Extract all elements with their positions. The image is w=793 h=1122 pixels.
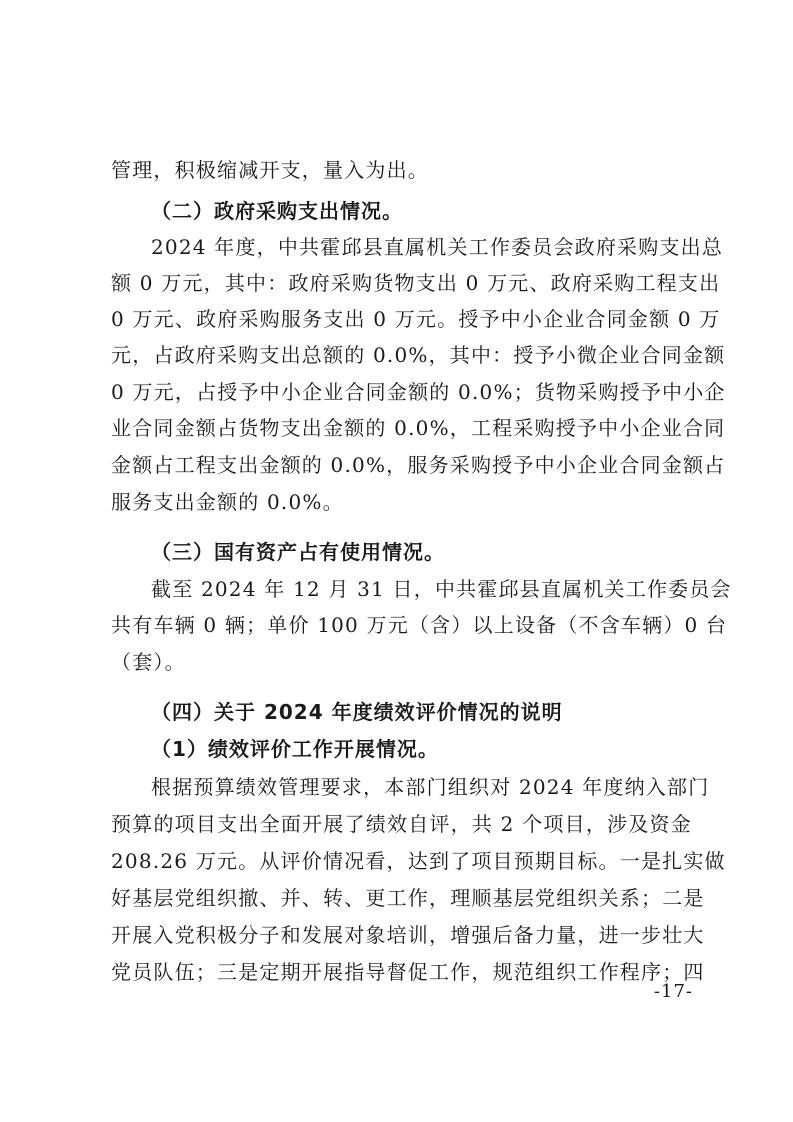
body-line: 管理，积极缩减开支，量入为出。 xyxy=(111,158,429,182)
page-number: -17- xyxy=(653,981,693,1002)
body-line: 额 0 万元，其中：政府采购货物支出 0 万元、政府采购工程支出 xyxy=(111,271,721,295)
body-line: 共有车辆 0 辆；单价 100 万元（含）以上设备（不含车辆）0 台 xyxy=(111,613,728,637)
body-line: 2024 年度，中共霍邱县直属机关工作委员会政府采购支出总 xyxy=(151,235,724,259)
body-line: 0 万元、政府采购服务支出 0 万元。授予中小企业合同金额 0 万 xyxy=(111,307,721,331)
body-line: 好基层党组织撤、并、转、更工作，理顺基层党组织关系；二是 xyxy=(111,886,705,910)
subsection-heading-evaluation: （1）绩效评价工作开展情况。 xyxy=(151,737,439,761)
body-line: 元，占政府采购支出总额的 0.0%，其中：授予小微企业合同金额 xyxy=(111,343,726,367)
body-line: 根据预算绩效管理要求，本部门组织对 2024 年度纳入部门 xyxy=(151,775,710,799)
body-line: 业合同金额占货物支出金额的 0.0%，工程采购授予中小企业合同 xyxy=(111,416,726,440)
body-line: 金额占工程支出金额的 0.0%，服务采购授予中小企业合同金额占 xyxy=(111,453,726,477)
body-line: 党员队伍；三是定期开展指导督促工作，规范组织工作程序；四 xyxy=(111,960,705,984)
body-line: 截至 2024 年 12 月 31 日，中共霍邱县直属机关工作委员会 xyxy=(151,577,732,601)
body-line: 0 万元，占授予中小企业合同金额的 0.0%；货物采购授予中小企 xyxy=(111,380,726,404)
section-heading-assets: （三）国有资产占有使用情况。 xyxy=(151,540,445,564)
body-line: 预算的项目支出全面开展了绩效自评，共 2 个项目，涉及资金 xyxy=(111,812,692,836)
body-line: （套）。 xyxy=(111,650,186,674)
body-line: 208.26 万元。从评价情况看，达到了项目预期目标。一是扎实做 xyxy=(111,849,726,873)
section-heading-procurement: （二）政府采购支出情况。 xyxy=(151,199,403,223)
section-heading-performance: （四）关于 2024 年度绩效评价情况的说明 xyxy=(151,700,563,724)
body-line: 服务支出金额的 0.0%。 xyxy=(111,490,344,514)
body-line: 开展入党积极分子和发展对象培训，增强后备力量，进一步壮大 xyxy=(111,923,705,947)
